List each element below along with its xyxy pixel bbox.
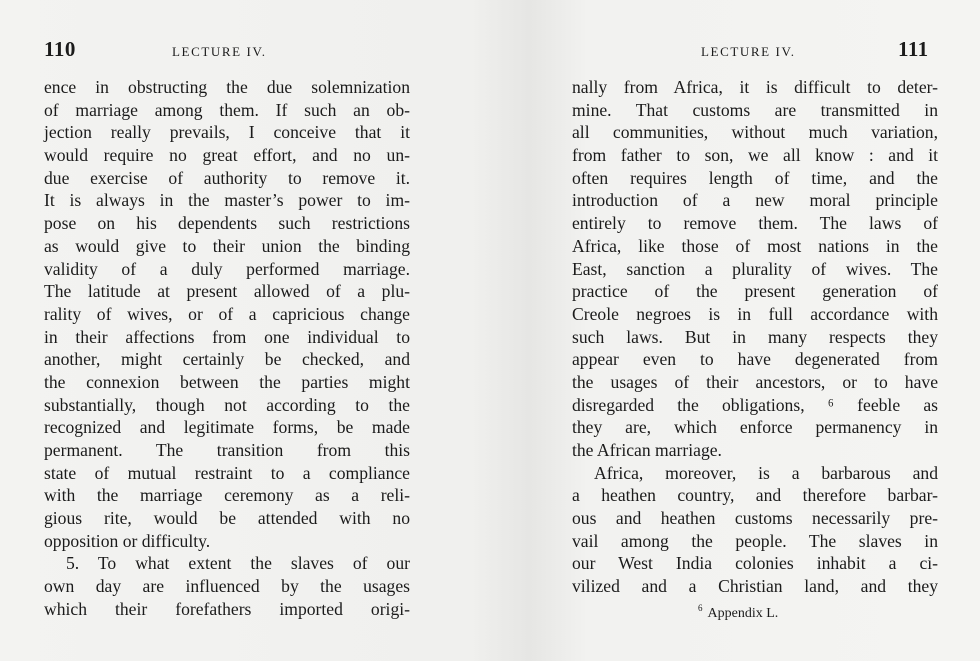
text-line: a heathen country, and therefore barbar- [572,485,938,506]
text-line: 5. To what extent the slaves of our [66,553,410,574]
text-line: from father to son, we all know : and it [572,145,938,166]
right-page-body [572,76,938,598]
footnote [698,603,778,622]
text-line: ous and heathen customs necessarily pre- [572,508,938,529]
text-line: another, might certainly be checked, and [44,349,410,370]
text-line: East, sanction a plurality of wives. The [572,258,938,279]
text-line: The latitude at present allowed of a plu- [44,281,410,302]
text-line: in their affections from one individual to [44,326,410,347]
text-line: mine. That customs are transmitted in [572,99,938,120]
text-line: ence in obstructing the due solemnization [44,77,410,97]
left-page-body [44,76,410,621]
text-line: as would give to their union the binding [44,235,410,256]
text-line: often requires length of time, and the [572,167,938,188]
text-line: opposition or difficulty. [44,530,211,551]
text-line: nally from Africa, it is difficult to deter- [572,77,938,97]
text-line: recognized and legitimate forms, be made [44,417,410,438]
text-line: Africa, moreover, is a barbarous and [594,462,938,483]
text-line: gious rite, would be attended with no [44,508,410,529]
text-line: with the marriage ceremony as a reli- [44,485,410,506]
text-line: the African marriage. [572,440,722,460]
text-line: they are, which enforce permanency in [572,417,938,438]
text-line: entirely to remove them. The laws of [572,213,938,234]
right-page [490,0,980,661]
text-line: practice of the present generation of [572,281,938,302]
text-line: disregarded the obligations, ⁶ feeble as [572,394,938,415]
left-page-number: 110 [44,37,76,61]
left-running-head: LECTURE IV. [172,44,267,59]
text-line: vail among the people. The slaves in [572,530,938,551]
text-line: jection really prevails, I conceive that it [44,122,410,143]
text-line: It is always in the master’s power to im- [44,190,410,211]
text-line: validity of a duly performed marriage. [44,258,410,279]
text-line: vilized and a Christian land, and they [572,576,938,597]
text-line: Africa, like those of most nations in the [572,235,938,256]
text-line: of marriage among them. If such an ob- [44,99,410,120]
text-line: our West India colonies inhabit a ci- [572,553,938,574]
text-line: due exercise of authority to remove it. [44,167,410,188]
right-running-head: LECTURE IV. [701,44,796,59]
text-line: all communities, without much variation, [572,122,938,143]
text-line: own day are influenced by the usages [44,576,410,597]
text-line: permanent. The transition from this [44,440,410,460]
text-line: would require no great effort, and no un- [44,145,410,166]
text-line: the usages of their ancestors, or to have [572,371,938,392]
text-line: state of mutual restraint to a compliance [44,462,410,483]
text-line: pose on his dependents such restrictions [44,213,410,234]
footnote-text: Appendix L. [707,606,779,621]
right-page-number: 111 [898,37,929,61]
text-line: the connexion between the parties might [44,371,410,392]
text-line: substantially, though not according to the [44,394,410,415]
text-line: introduction of a new moral principle [572,190,938,211]
text-line: rality of wives, or of a capricious change [44,303,410,324]
text-line: which their forefathers imported origi- [44,598,410,619]
text-line: Creole negroes is in full accordance with [572,303,938,324]
text-line: such laws. But in many respects they [572,326,938,347]
footnote-marker: 6 [698,603,703,613]
text-line: appear even to have degenerated from [572,349,938,370]
